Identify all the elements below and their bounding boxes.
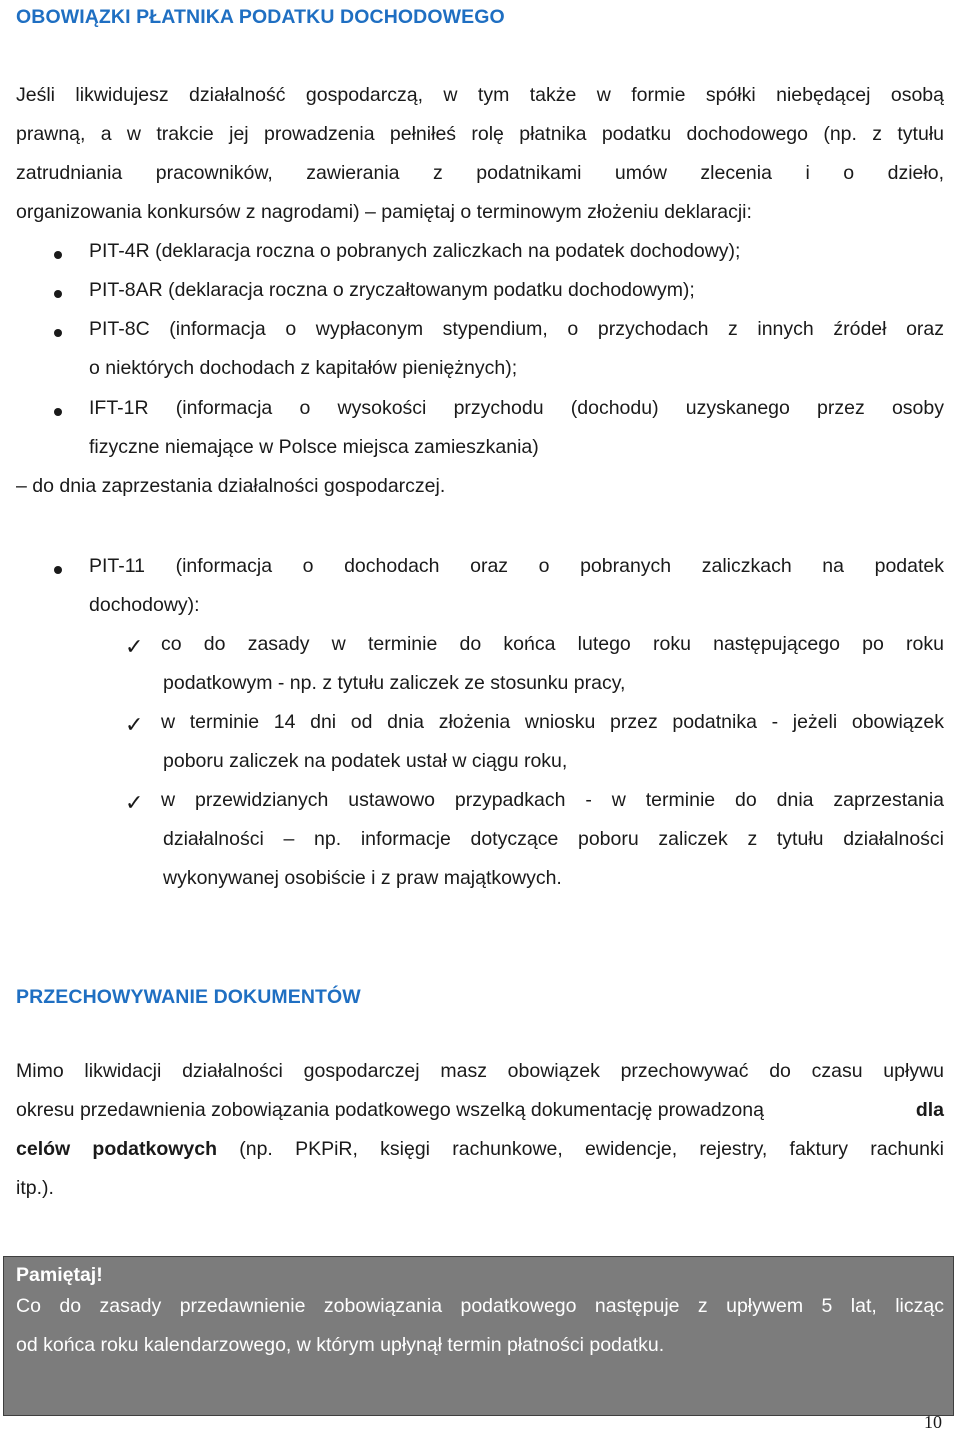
page-number: 10 xyxy=(924,1412,942,1432)
bullet-icon xyxy=(54,329,62,337)
list-item-pit8ar: PIT-8AR (deklaracja roczna o zryczałtowanym podatku dochodowym); xyxy=(89,279,695,301)
section-heading-payer-duties: OBOWIĄZKI PŁATNIKA PODATKU DOCHODOWEGO xyxy=(16,6,505,28)
pit11-term-2-line1: w terminie 14 dni od dnia złożenia wniosku przez podatnika - jeżeli obowiązek xyxy=(161,711,944,733)
pit11-term-3-line2: działalności – np. informacje dotyczące poboru zaliczek z tytułu działalności xyxy=(163,828,944,850)
intro-line-2: prawną, a w trakcie jej prowadzenia pełniłeś rolę płatnika podatku dochodowego (np. z tytułu xyxy=(16,123,944,145)
pit11-term-1-line2: podatkowym - np. z tytułu zaliczek ze stosunku pracy, xyxy=(163,672,626,694)
retention-line-3 xyxy=(16,1136,944,1162)
bullet-icon xyxy=(54,408,62,416)
retention-bold-lead: celów podatkowych xyxy=(16,1138,218,1160)
intro-line-3: zatrudniania pracowników, zawierania z podatnikami umów zlecenia i o dzieło, xyxy=(16,162,944,184)
list-item-ift1r-line2: fizyczne niemające w Polsce miejsca zamieszkania) xyxy=(89,436,539,458)
list-item-pit4r: PIT-4R (deklaracja roczna o pobranych zaliczkach na podatek dochodowy); xyxy=(89,240,741,262)
pit11-term-2-line2: poboru zaliczek na podatek ustał w ciągu roku, xyxy=(163,750,568,772)
intro-line-1: Jeśli likwidujesz działalność gospodarczą, w tym także w formie spółki niebędącej osobą xyxy=(16,84,944,106)
list-item-pit8c-line2: o niektórych dochodach z kapitałów pieniężnych); xyxy=(89,357,518,379)
pit11-line2: dochodowy): xyxy=(89,594,200,616)
closing-deadline-text: – do dnia zaprzestania działalności gospodarczej. xyxy=(16,475,446,497)
reminder-note-box xyxy=(3,1256,954,1416)
intro-line-4: organizowania konkursów z nagrodami) – pamiętaj o terminowym złożeniu deklaracji: xyxy=(16,201,752,223)
retention-line-1: Mimo likwidacji działalności gospodarczej masz obowiązek przechowywać do czasu upływu xyxy=(16,1060,944,1082)
section-heading-document-retention: PRZECHOWYWANIE DOKUMENTÓW xyxy=(16,986,361,1008)
pit11-term-3-line1: w przewidzianych ustawowo przypadkach - w terminie do dnia zaprzestania xyxy=(161,789,944,811)
checkmark-icon: ✓ xyxy=(125,791,144,816)
reminder-note-line-1: Co do zasady przedawnienie zobowiązania podatkowego następuje z upływem 5 lat, licząc xyxy=(16,1295,944,1317)
retention-line-2-text: okresu przedawnienia zobowiązania podatkowego wszelką dokumentację prowadzoną xyxy=(16,1099,764,1121)
bullet-icon xyxy=(54,566,62,574)
reminder-note-line-2: od końca roku kalendarzowego, w którym upłynął termin płatności podatku. xyxy=(16,1334,665,1356)
retention-line-4: itp.). xyxy=(16,1177,54,1199)
retention-line-3-rest: (np. PKPiR, księgi rachunkowe, ewidencje, rejestry, faktury rachunki xyxy=(217,1138,944,1160)
list-item-pit8c-line1: PIT-8C (informacja o wypłaconym stypendium, o przychodach z innych źródeł oraz xyxy=(89,318,944,340)
retention-line-2 xyxy=(16,1097,944,1123)
checkmark-icon: ✓ xyxy=(125,635,144,660)
list-item-ift1r-line1: IFT-1R (informacja o wysokości przychodu (dochodu) uzyskanego przez osoby xyxy=(89,397,944,419)
pit11-term-3-line3: wykonywanej osobiście i z praw majątkowych. xyxy=(163,867,562,889)
pit11-term-1-line1: co do zasady w terminie do końca lutego roku następującego po roku xyxy=(161,633,944,655)
reminder-note-title: Pamiętaj! xyxy=(16,1264,103,1286)
checkmark-icon: ✓ xyxy=(125,713,144,738)
bullet-icon xyxy=(54,290,62,298)
bullet-icon xyxy=(54,251,62,259)
retention-bold-tail: dla xyxy=(915,1099,944,1121)
pit11-line1: PIT-11 (informacja o dochodach oraz o pobranych zaliczkach na podatek xyxy=(89,555,944,577)
